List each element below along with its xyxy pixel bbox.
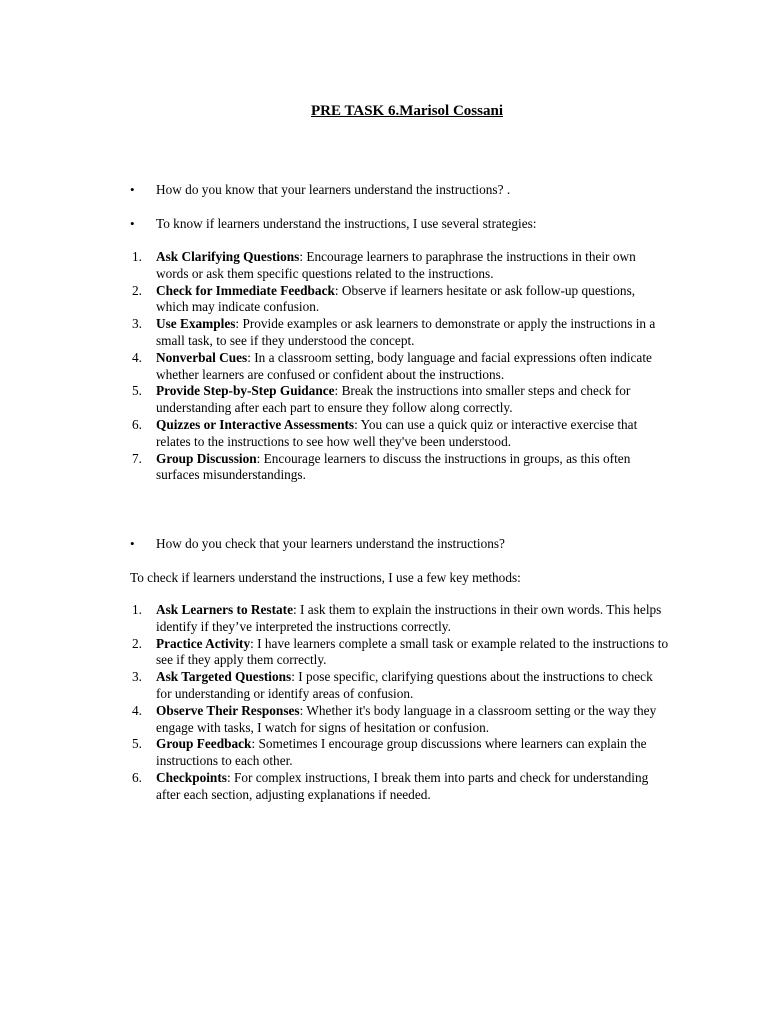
item-term: Practice Activity [156, 635, 251, 651]
list-item [130, 417, 670, 451]
bullet-text: How do you know that your learners understand the instructions? . [156, 182, 511, 197]
bullet-dot: • [130, 536, 135, 551]
list-item [130, 350, 670, 384]
item-text: : I ask them to explain the instructions in their own words. This helps identify if they’ve interpreted the instructions correctly. [156, 602, 662, 634]
item-text: : Encourage learners to discuss the instructions in groups, as this often surfaces misunderstandings. [156, 450, 631, 483]
item-term: Provide Step-by-Step Guidance [156, 383, 335, 399]
list-item [130, 283, 670, 317]
item-term: Ask Targeted Questions [156, 669, 292, 685]
item-term: Group Feedback [156, 736, 252, 752]
item-number: 5. [132, 383, 142, 399]
bullet-dot: • [130, 216, 135, 231]
list-item [130, 316, 670, 350]
item-term: Use Examples [156, 316, 236, 332]
item-text: : Whether it's body language in a classroom setting or the way they engage with tasks, I watch for signs of hesitation or confusion. [156, 702, 657, 735]
bullet-text: To know if learners understand the instructions, I use several strategies: [156, 216, 537, 231]
list-item [130, 602, 670, 636]
item-number: 4. [132, 349, 142, 365]
item-term: Ask Clarifying Questions [156, 249, 300, 264]
list-item [130, 249, 670, 283]
item-term: Checkpoints [156, 769, 227, 785]
item-term: Nonverbal Cues [156, 349, 248, 365]
item-text: : Observe if learners hesitate or ask follow-up questions, which may indicate confusion. [156, 282, 636, 315]
item-term: Check for Immediate Feedback [156, 282, 335, 298]
list-item [130, 636, 670, 670]
item-text: : Provide examples or ask learners to demonstrate or apply the instructions in a small task, to see if they understood the concept. [156, 316, 656, 348]
item-term: Quizzes or Interactive Assessments [156, 416, 355, 432]
methods-intro: To check if learners understand the instructions, I use a few key methods: [130, 570, 521, 585]
item-term: Observe Their Responses [156, 702, 300, 718]
item-term: Ask Learners to Restate [156, 602, 294, 617]
item-term: Group Discussion [156, 450, 257, 466]
item-text: : For complex instructions, I break them into parts and check for understanding after each section, adjusting explanations if needed. [156, 769, 649, 802]
list-item [130, 770, 670, 804]
item-text: : Sometimes I encourage group discussions where learners can explain the instructions to each other. [156, 736, 647, 769]
bullet-text: How do you check that your learners understand the instructions? [156, 536, 505, 551]
item-number: 3. [132, 316, 142, 332]
bullet-dot: • [130, 182, 135, 197]
list-item [130, 669, 670, 703]
item-number: 4. [132, 702, 142, 718]
item-text: : I pose specific, clarifying questions about the instructions to check for understanding or identify areas of confusion. [156, 669, 653, 701]
item-number: 6. [132, 416, 142, 432]
item-number: 2. [132, 282, 142, 298]
item-text: : In a classroom setting, body language and facial expressions often indicate whether learners are confused or confident about the instructions. [156, 349, 652, 382]
item-text: : Break the instructions into smaller steps and check for understanding after each part to ensure they follow along correctly. [156, 383, 631, 416]
list-item [130, 703, 670, 737]
document-title: PRE TASK 6.Marisol Cossani [311, 103, 503, 119]
item-number: 1. [132, 602, 142, 617]
item-number: 3. [132, 669, 142, 685]
item-number: 5. [132, 736, 142, 752]
strategies-list [130, 249, 670, 484]
list-item [130, 383, 670, 417]
item-number: 7. [132, 450, 142, 466]
list-item [130, 736, 670, 770]
list-item [130, 451, 670, 485]
item-text: : You can use a quick quiz or interactive exercise that relates to the instructions to see how well they've been understood. [156, 416, 638, 449]
item-text: : I have learners complete a small task or example related to the instructions to see if they apply them correctly. [156, 635, 669, 668]
item-number: 1. [132, 249, 142, 264]
methods-list [130, 602, 670, 804]
item-number: 6. [132, 769, 142, 785]
item-text: : Encourage learners to paraphrase the instructions in their own words or ask them specific questions related to the instructions. [156, 249, 636, 281]
item-number: 2. [132, 635, 142, 651]
